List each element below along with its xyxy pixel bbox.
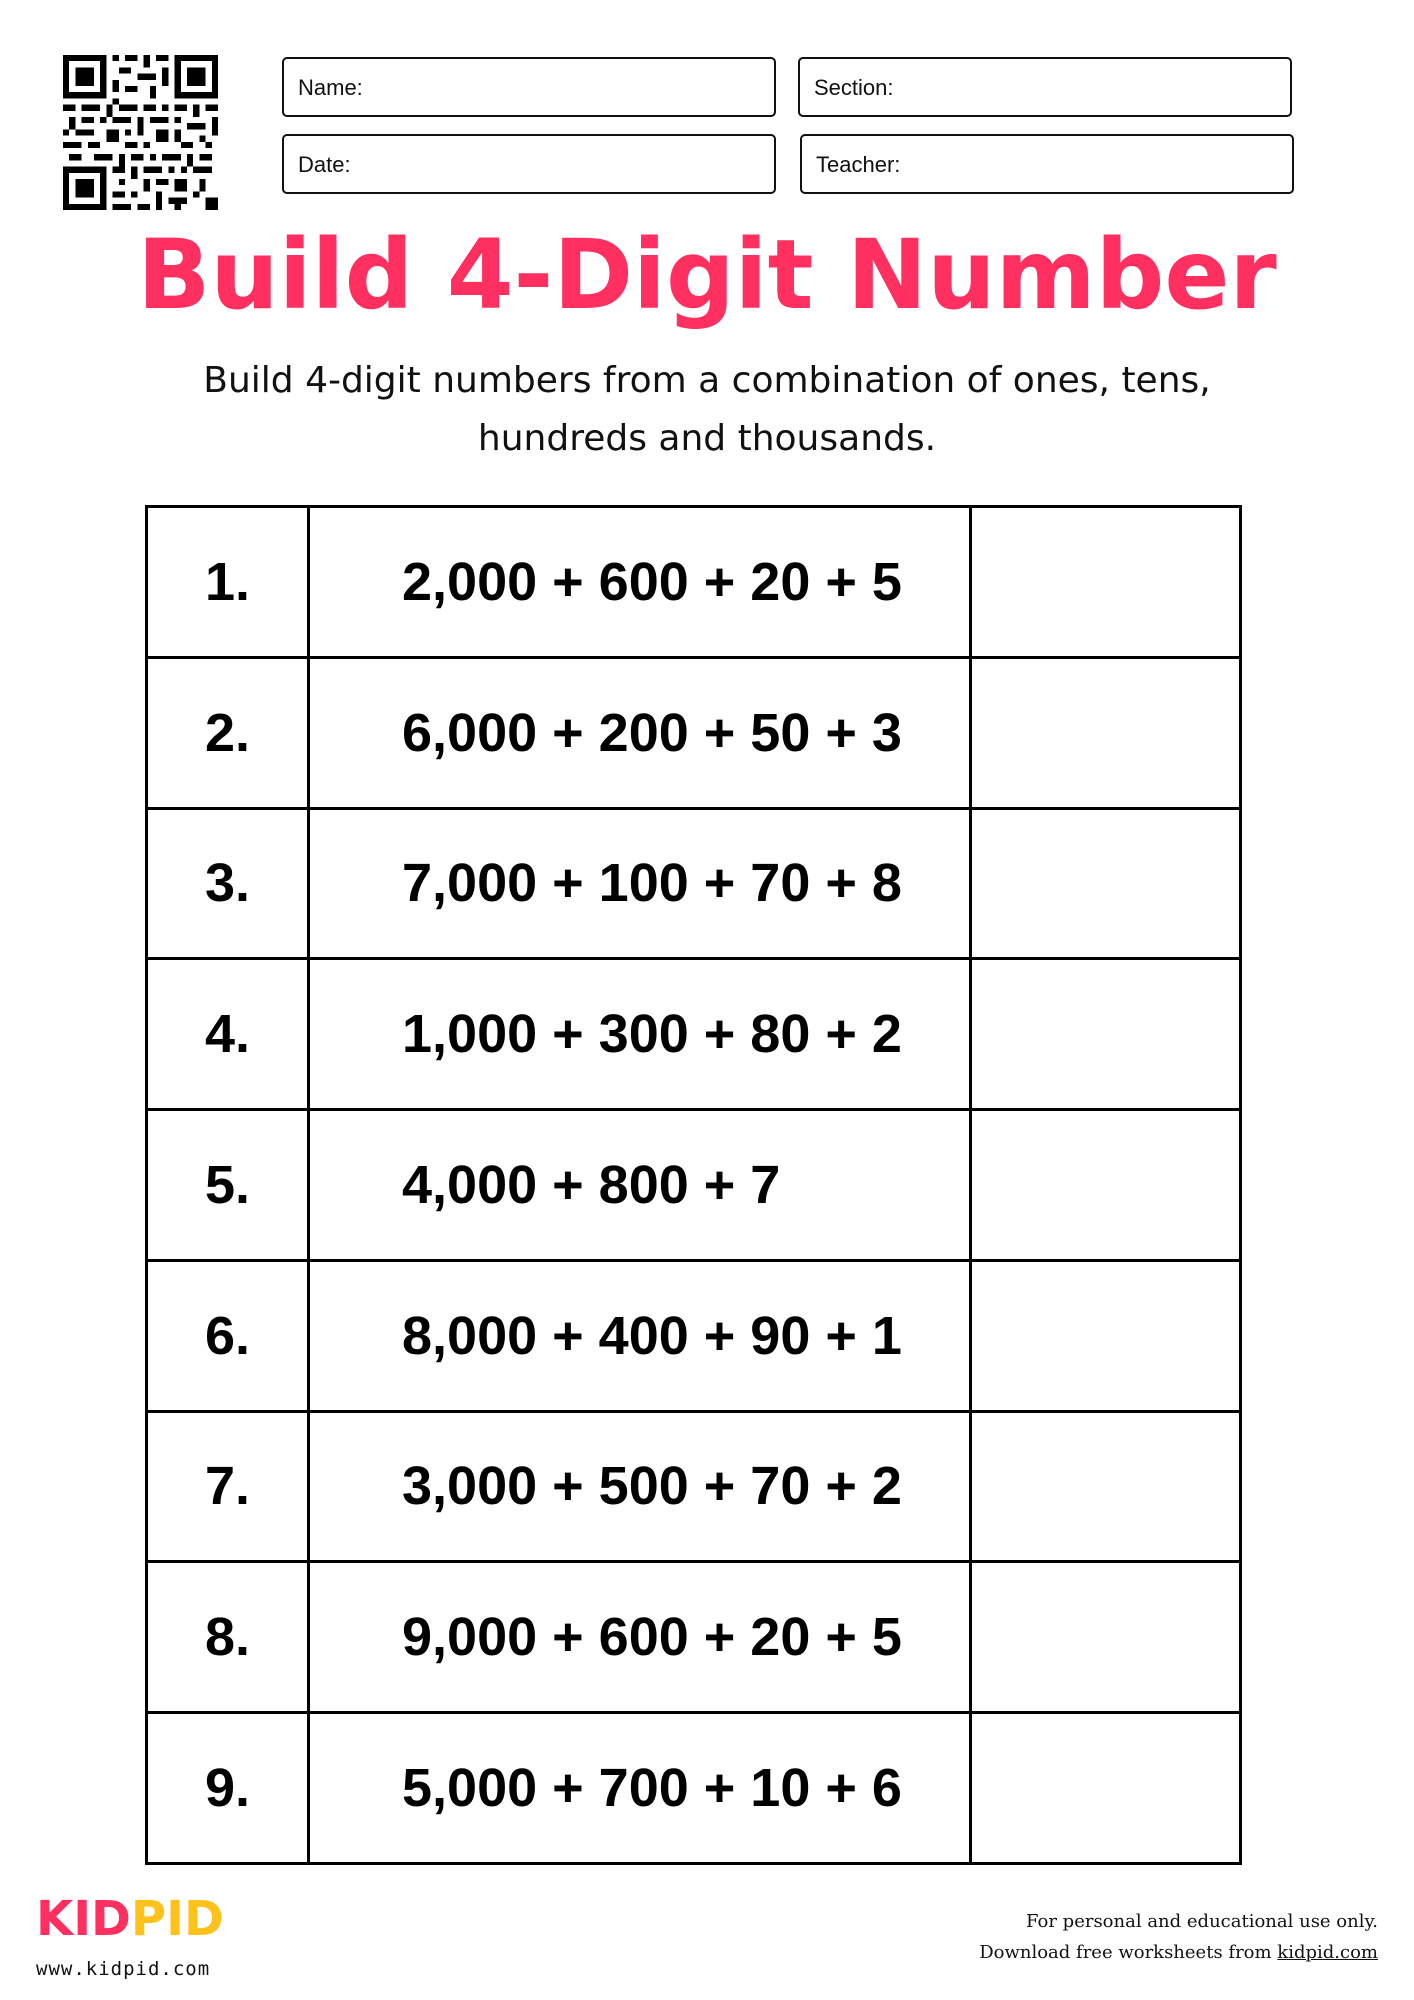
answer-cell[interactable]: [971, 959, 1241, 1110]
footer-line-2: [979, 1937, 1378, 1968]
answer-cell[interactable]: [971, 808, 1241, 959]
section-field[interactable]: [798, 57, 1292, 117]
logo-part-kid: KID: [36, 1891, 131, 1947]
table-row: [147, 1110, 1241, 1261]
table-row: [147, 507, 1241, 658]
table-row: [147, 959, 1241, 1110]
problem-number: 7.: [147, 1411, 309, 1562]
answer-cell[interactable]: [971, 1260, 1241, 1411]
date-field-label: Date:: [298, 152, 351, 177]
instructions-line-2: hundreds and thousands.: [477, 418, 937, 459]
problem-number: 8.: [147, 1562, 309, 1713]
problem-number: 4.: [147, 959, 309, 1110]
table-row: [147, 1411, 1241, 1562]
problem-expression: 6,000 + 200 + 50 + 3: [309, 657, 971, 808]
answer-cell[interactable]: [971, 507, 1241, 658]
problem-expression: 2,000 + 600 + 20 + 5: [309, 507, 971, 658]
problems-table: [145, 505, 1242, 1865]
answer-cell[interactable]: [971, 657, 1241, 808]
logo-part-pid: PID: [130, 1891, 224, 1947]
logo-url: www.kidpid.com: [36, 1958, 211, 1980]
answer-cell[interactable]: [971, 1562, 1241, 1713]
problem-number: 9.: [147, 1713, 309, 1864]
kidpid-logo: [36, 1891, 224, 1947]
problem-expression: 4,000 + 800 + 7: [309, 1110, 971, 1261]
table-row: [147, 1260, 1241, 1411]
section-field-label: Section:: [814, 75, 894, 100]
answer-cell[interactable]: [971, 1713, 1241, 1864]
table-row: [147, 1713, 1241, 1864]
answer-cell[interactable]: [971, 1110, 1241, 1261]
footer-note: [979, 1906, 1378, 1968]
problem-number: 5.: [147, 1110, 309, 1261]
name-field[interactable]: [282, 57, 776, 117]
problem-expression: 9,000 + 600 + 20 + 5: [309, 1562, 971, 1713]
qr-code-icon: [63, 55, 218, 210]
kidpid-link[interactable]: kidpid.com: [1277, 1942, 1378, 1963]
problem-number: 6.: [147, 1260, 309, 1411]
teacher-field-label: Teacher:: [816, 152, 901, 177]
instructions: [0, 352, 1414, 468]
instructions-line-1: Build 4-digit numbers from a combination of ones, tens,: [203, 360, 1211, 401]
table-row: [147, 1562, 1241, 1713]
teacher-field[interactable]: [800, 134, 1294, 194]
problem-number: 3.: [147, 808, 309, 959]
answer-cell[interactable]: [971, 1411, 1241, 1562]
problem-expression: 3,000 + 500 + 70 + 2: [309, 1411, 971, 1562]
problem-expression: 1,000 + 300 + 80 + 2: [309, 959, 971, 1110]
name-field-label: Name:: [298, 75, 363, 100]
page-title: Build 4-Digit Number: [137, 219, 1277, 331]
problem-number: 1.: [147, 507, 309, 658]
table-row: [147, 808, 1241, 959]
footer-line-1: For personal and educational use only.: [1026, 1911, 1378, 1932]
problem-expression: 7,000 + 100 + 70 + 8: [309, 808, 971, 959]
date-field[interactable]: [282, 134, 776, 194]
problem-number: 2.: [147, 657, 309, 808]
footer-line-2-prefix: Download free worksheets from: [979, 1942, 1278, 1963]
table-row: [147, 657, 1241, 808]
problem-expression: 5,000 + 700 + 10 + 6: [309, 1713, 971, 1864]
problem-expression: 8,000 + 400 + 90 + 1: [309, 1260, 971, 1411]
